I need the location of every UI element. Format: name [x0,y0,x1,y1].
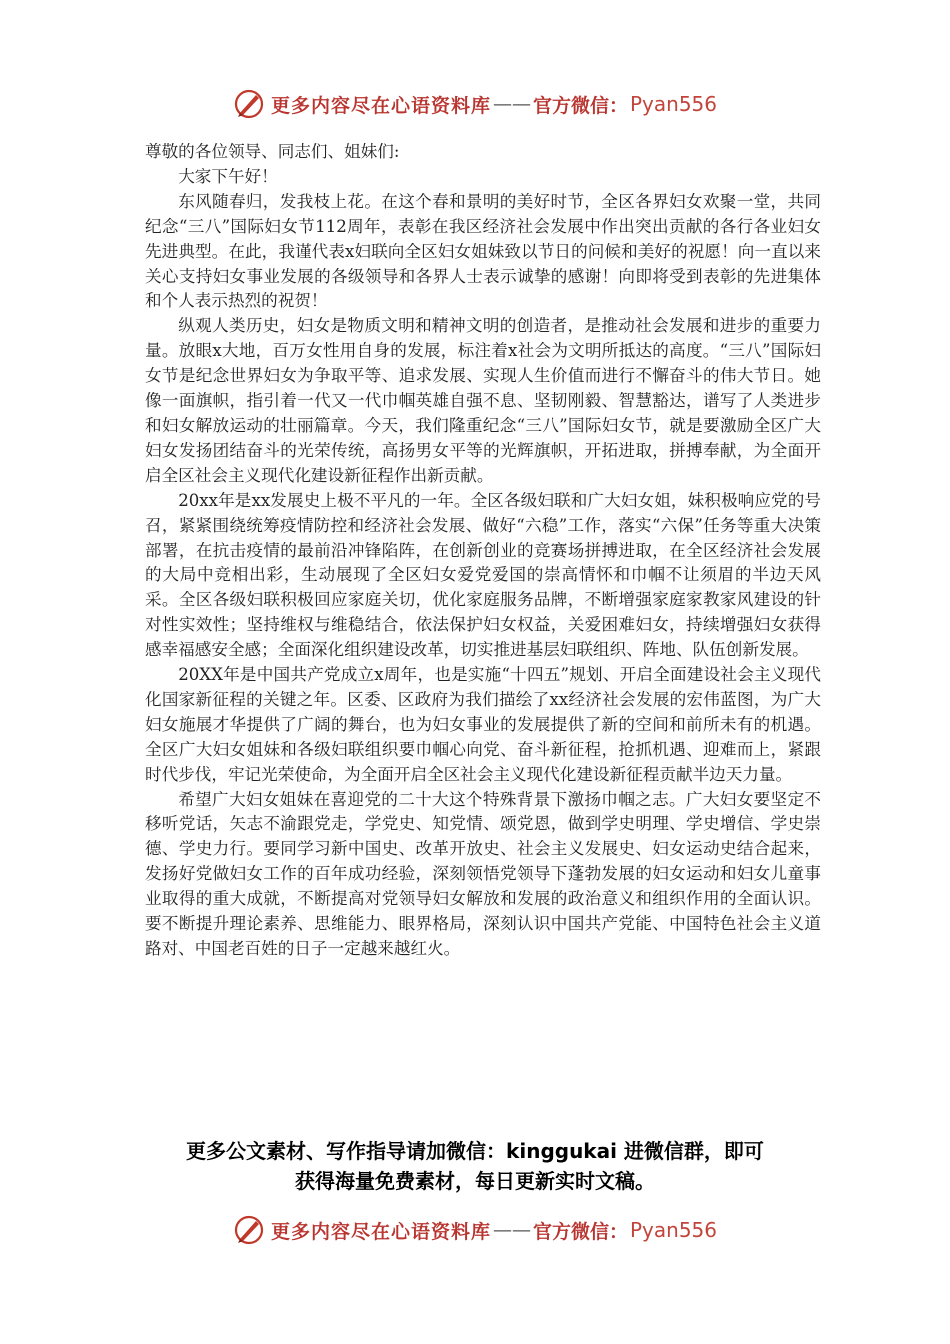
paragraph: 纵观人类历史，妇女是物质文明和精神文明的创造者，是推动社会发展和进步的重要力量。放眼x大地，百万女性用自身的发展，标注着x社会为文明所抵达的高度。“三八”国际妇女节是纪念世界妇女为争取平等、追求发展、实现人生价值而进行不懈奋斗的伟大节日。她像一面旗帜，指引着一代又一代巾帼英雄自强不息、坚韧刚毅、智慧豁达，谱写了人类进步和妇女解放运动的壮丽篇章。今天，我们隆重纪念“三八”国际妇女节，就是要激励全区广大妇女发扬团结奋斗的光荣传统，高扬男女平等的光辉旗帜，开拓进取，拼搏奉献，为全面开启全区社会主义现代化建设新征程作出新贡献。 [145,316,821,485]
promo-line-1: 更多公文素材、写作指导请加微信：kinggukai 进微信群，即可 [186,1139,764,1163]
banner-separator: —— [492,93,531,115]
paragraph: 希望广大妇女姐妹在喜迎党的二十大这个特殊背景下激扬巾帼之志。广大妇女要坚定不移听党话，矢志不渝跟党走，学党史、知党情、颂党恩，做到学史明理、学史增信、学史崇德、学史力行。要同学习新中国史、改革开放史、社会主义发展史、妇女运动史结合起来，发扬好党做妇女工作的百年成功经验，深刻领悟党领导下蓬勃发展的妇女运动和妇女儿童事业取得的重大成就，不断提高对党领导妇女解放和发展的政治意义和组织作用的全面认识。要不断提升理论素养、思维能力、眼界格局，深刻认识中国共产党能、中国特色社会主义道路对、中国老百姓的日子一定越来越红火。 [145,789,821,958]
banner-wechat-label: 官方微信： [532,94,628,117]
paragraph: 东风随春归，发我枝上花。在这个春和景明的美好时节，全区各界妇女欢聚一堂，共同纪念“三八”国际妇女节112周年，表彰在我区经济社会发展中作出突出贡献的各行各业妇女先进典型。在此，我谨代表x妇联向全区妇女姐妹致以节日的问候和美好的祝愿！向一直以来关心支持妇女事业发展的各级领导和各界人士表示诚挚的感谢！向即将受到表彰的先进集体和个人表示热烈的祝贺！ [145,191,821,311]
banner-text: 更多内容尽在心语资料库 [270,94,491,117]
promo-notice [140,1136,810,1196]
paragraph: 20xx年是xx发展史上极不平凡的一年。全区各级妇联和广大妇女姐，妹积极响应党的号召，紧紧围绕统筹疫情防控和经济社会发展、做好“六稳”工作，落实“六保”任务等重大决策部署，在抗击疫情的最前沿冲锋陷阵，在创新创业的竞赛场拼搏进取，在全区经济社会发展的大局中竞相出彩，生动展现了全区妇女爱党爱国的崇高情怀和巾帼不让须眉的半边天风采。全区各级妇联积极回应家庭关切，优化家庭服务品牌，不断增强家庭家教家风建设的针对性实效性；坚持维权与维稳结合，依法保护妇女权益，关爱困难妇女，持续增强妇女获得感幸福感安全感；全面深化组织建设改革，切实推进基层妇联组织、阵地、队伍创新发展。 [145,490,821,660]
banner-text: 更多内容尽在心语资料库 [270,1220,491,1243]
letter-body [145,140,821,962]
pen-logo-icon [233,1214,265,1246]
promo-line-2: 获得海量免费素材，每日更新实时文稿。 [295,1169,655,1193]
salutation: 尊敬的各位领导、同志们、姐妹们: [145,142,400,161]
greeting: 大家下午好！ [178,166,278,186]
pen-logo-icon [233,88,265,120]
banner-wechat-id: Pyan556 [630,1218,718,1242]
header-banner [0,84,950,124]
banner-separator: —— [492,1219,531,1241]
banner-wechat-label: 官方微信： [532,1220,628,1243]
paragraph: 20XX年是中国共产党成立x周年，也是实施“十四五”规划、开启全面建设社会主义现代化国家新征程的关键之年。区委、区政府为我们描绘了xx经济社会发展的宏伟蓝图，为广大妇女施展才华提供了广阔的舞台，也为妇女事业的发展提供了新的空间和前所未有的机遇。全区广大妇女姐妹和各级妇联组织要巾帼心向党、奋斗新征程，抢抓机遇、迎难而上，紧跟时代步伐，牢记光荣使命，为全面开启全区社会主义现代化建设新征程贡献半边天力量。 [145,665,821,784]
banner-wechat-id: Pyan556 [630,92,718,116]
footer-banner [0,1210,950,1250]
